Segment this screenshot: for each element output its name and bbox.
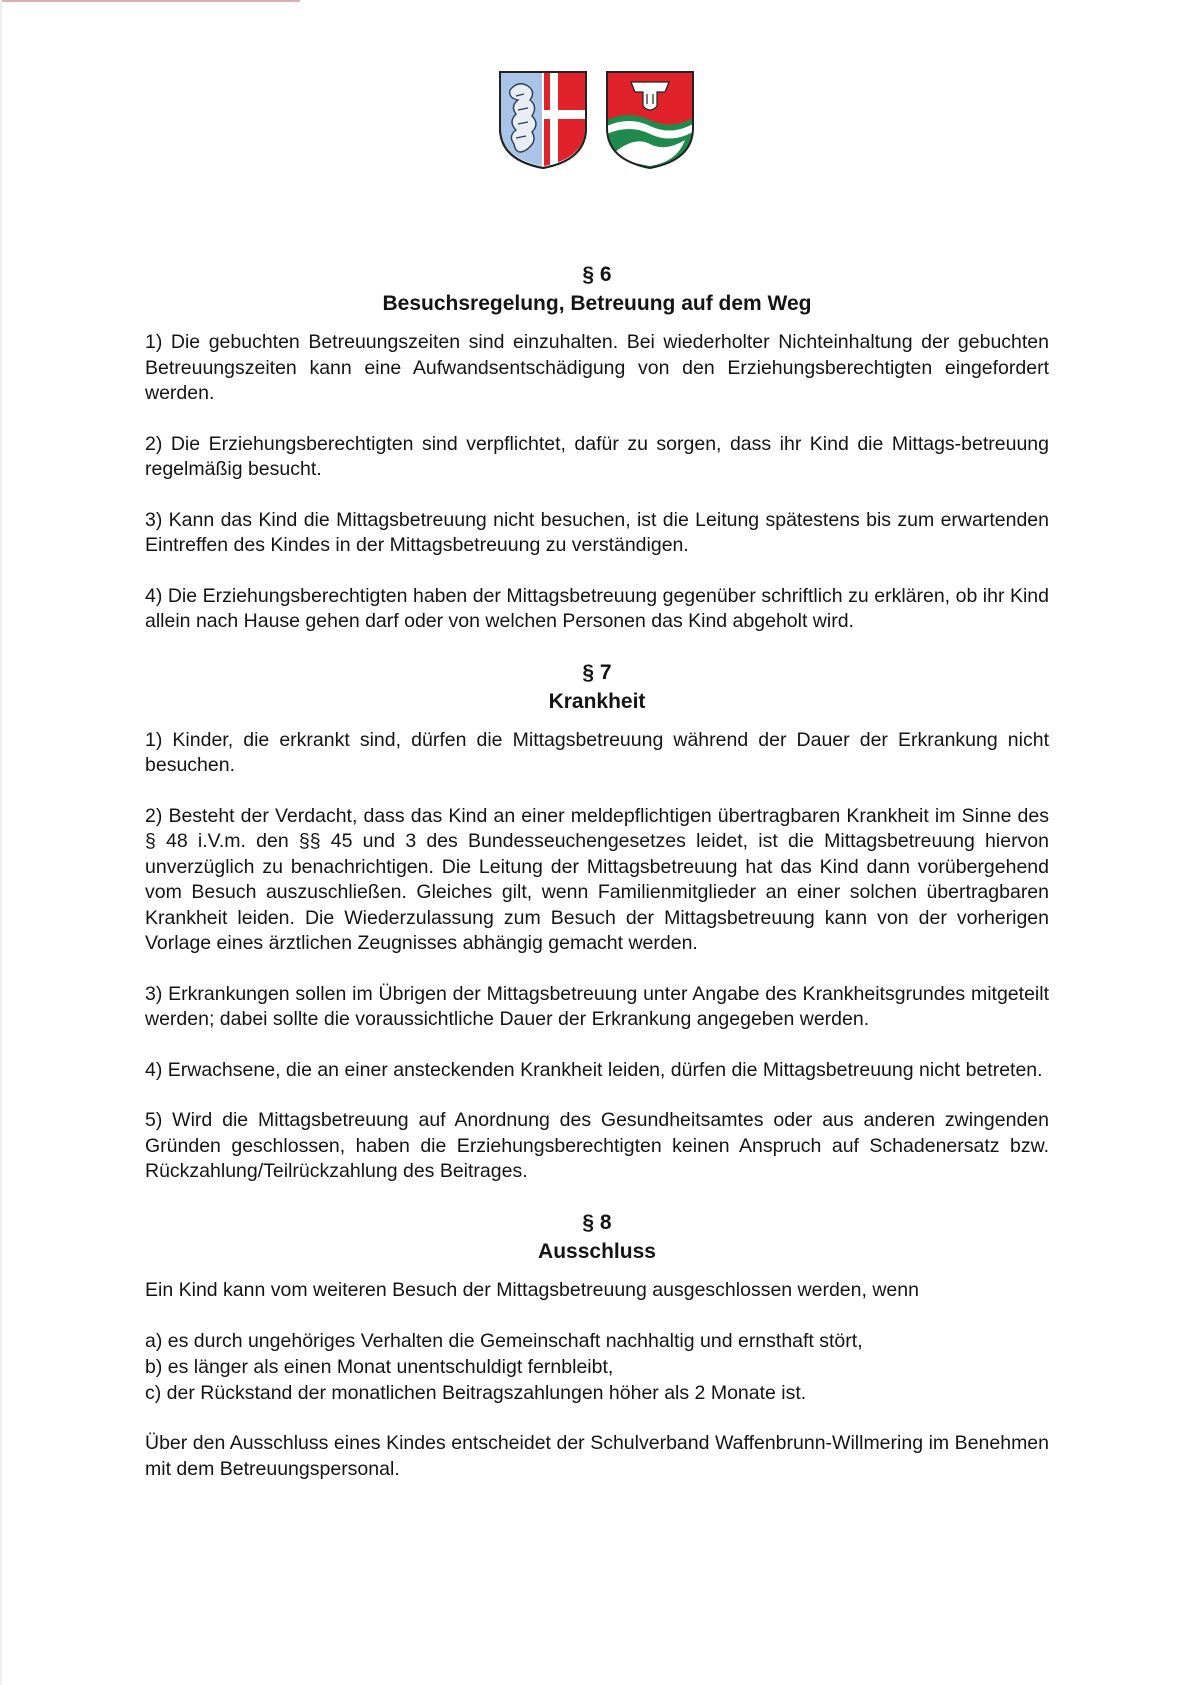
section-title: Ausschluss [538,1239,656,1263]
scan-edge-left [0,0,2,1685]
paragraph: 3) Erkrankungen sollen im Übrigen der Mittagsbetreuung unter Angabe des Krankheitsgrundes mitgeteilt werden; dabei sollte die voraussichtliche Dauer der Erkrankung angegeben werden. [145,982,1049,1030]
paragraph: 4) Erwachsene, die an einer ansteckenden Krankheit leiden, dürfen die Mittagsbetreuung nicht betreten. [145,1058,1043,1081]
section-number: § 8 [582,1210,612,1234]
section-number: § 7 [582,660,612,684]
paragraph: 5) Wird die Mittagsbetreuung auf Anordnung des Gesundheitsamtes oder aus anderen zwingenden Gründen geschlossen, haben die Erziehungsberechtigten keinen Anspruch auf Schadenersatz bzw. Rückzahlung/Teilrückzahlung des Beitrages. [145,1109,1049,1182]
paragraph: 1) Die gebuchten Betreuungszeiten sind einzuhalten. Bei wiederholter Nichteinhaltung der gebuchten Betreuungszeiten kann eine Aufwandsentschädigung von den Erziehungsberechtigten eingefordert werden. [145,331,1049,404]
paragraph-intro: Ein Kind kann vom weiteren Besuch der Mittagsbetreuung ausgeschlossen werden, wenn [145,1278,919,1301]
municipal-crests [498,70,694,172]
exclusion-list [145,1328,1049,1406]
section-8 [145,1210,1049,1483]
list-item: a) es durch ungehöriges Verhalten die Gemeinschaft nachhaltig und ernsthaft stört, [145,1330,863,1352]
section-7 [145,660,1049,1185]
document-body [145,262,1049,1507]
paragraph: 1) Kinder, die erkrankt sind, dürfen die Mittagsbetreuung während der Dauer der Erkrankung nicht besuchen. [145,728,1049,776]
section-title: Krankheit [548,689,646,713]
paragraph-closing: Über den Ausschluss eines Kindes entscheidet der Schulverband Waffenbrunn-Willmering im Benehmen mit dem Betreuungspersonal. [145,1432,1049,1480]
paragraph: 2) Besteht der Verdacht, dass das Kind an einer meldepflichtigen übertragbaren Krankheit im Sinne des § 48 i.V.m. den §§ 45 und 3 des Bundesseuchengesetzes leidet, ist die Mittagsbetreuung hiervon unverzüglich zu benachrichtigen. Die Leitung der Mittagsbetreuung hat das Kind dann vorübergehend vom Besuch auszuschließen. Gleiches gilt, wenn Familienmitglieder an einer solchen übertragbaren Krankheit leiden. Die Wiederzulassung zum Besuch der Mittagsbetreuung kann von der vorherigen Vorlage eines ärztlichen Zeugnisses abhängig gemacht werden. [145,804,1049,954]
section-number: § 6 [582,263,612,286]
section-6 [145,262,1049,635]
scan-edge-top [0,0,300,2]
crest-waffenbrunn-icon [498,70,588,170]
list-item: c) der Rückstand der monatlichen Beitragszahlungen höher als 2 Monate ist. [145,1382,807,1404]
section-title: Besuchsregelung, Betreuung auf dem Weg [382,292,812,315]
list-item: b) es länger als einen Monat unentschuldigt fernbleibt, [145,1356,614,1378]
paragraph: 3) Kann das Kind die Mittagsbetreuung nicht besuchen, ist die Leitung spätestens bis zum erwartenden Eintreffen des Kindes in der Mittagsbetreuung zu verständigen. [145,508,1049,556]
paragraph: 2) Die Erziehungsberechtigten sind verpflichtet, dafür zu sorgen, dass ihr Kind die Mittags-betreuung regelmäßig besucht. [145,432,1049,480]
crest-willmering-icon [605,70,695,170]
paragraph: 4) Die Erziehungsberechtigten haben der Mittagsbetreuung gegenüber schriftlich zu erklären, ob ihr Kind allein nach Hause gehen darf oder von welchen Personen das Kind abgeholt wird. [145,584,1049,632]
